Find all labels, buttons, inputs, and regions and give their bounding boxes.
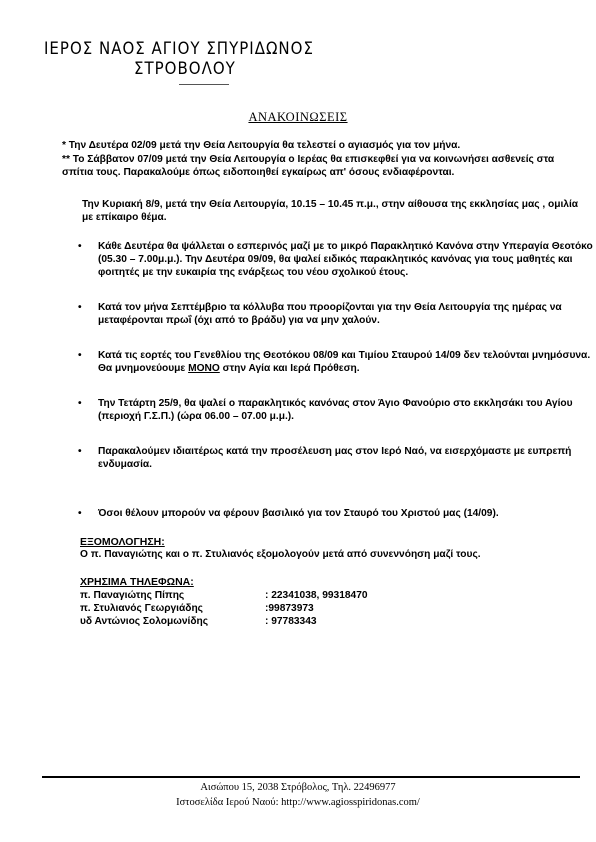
footer-divider [42, 776, 580, 778]
phone-row [80, 615, 440, 628]
announcement-list [78, 240, 596, 542]
list-item [78, 349, 596, 375]
church-name: ΙΕΡΟΣ ΝΑΟΣ ΑΓΙΟΥ ΣΠΥΡΙΔΩΝΟΣ [44, 38, 314, 59]
notice-sunday-talk: Την Κυριακή 8/9, μετά την Θεία Λειτουργία, 10.15 – 10.45 π.μ., στην αίθουσα της εκκλησίας μας , ομιλία με επίκαιρο θέμα. [82, 199, 579, 223]
bullet-icon: • [78, 446, 82, 457]
bullet-icon: • [78, 350, 82, 361]
church-location: ΣΤΡΟΒΟΛΟΥ [134, 58, 236, 79]
list-item [78, 240, 596, 279]
footer-website: Ιστοσελίδα Ιερού Ναού: http://www.agiosspiridonas.com/ [176, 797, 420, 808]
list-item-text: Κάθε Δευτέρα θα ψάλλεται ο εσπερινός μαζί με το μικρό Παρακλητικό Κανόνα στην Υπεραγία Θεοτόκο (05.30 – 7.00μ.μ.). Την Δευτέρα 09/09, θα ψαλεί ειδικός παρακλητικός κανόνας για τους μαθητές και φοιτητές με την ευκαιρία της ενάρξεως του νέου σχολικού έτους. [98, 241, 593, 278]
list-item-text: Την Τετάρτη 25/9, θα ψαλεί ο παρακλητικός κανόνας στον Άγιο Φανούριο στο εκκλησάκι του Αγίου (περιοχή Γ.Σ.Π.) (ώρα 06.00 – 07.00 μ.μ.). [98, 398, 573, 422]
church-header [44, 38, 344, 85]
bullet-icon: • [78, 398, 82, 409]
phone-name: π. Στυλιανός Γεωργιάδης [80, 603, 203, 614]
phone-name: π. Παναγιώτης Πίπης [80, 590, 185, 601]
notice-communion: ** Το Σάββατον 07/09 μετά την Θεία Λειτουργία ο Ιερέας θα επισκεφθεί για να κοινωνήσει ασθενείς στα σπίτια τους. Παρακαλούμε όπως ειδοποιηθεί εγκαίρως απ' όσους ενδιαφέρονται. [62, 154, 555, 178]
confession-heading: ΕΞΟΜΟΛΟΓΗΣΗ: [80, 536, 165, 548]
footer-address: Αισώπου 15, 2038 Στρόβολος, Τηλ. 22496977 [200, 782, 396, 793]
list-item-text: Παρακαλούμεν ιδιαιτέρως κατά την προσέλευση μας στον Ιερό Ναό, να εισερχόμαστε με ευπρεπή ενδυμασία. [98, 446, 572, 470]
emphasis-only: ΜΟΝΟ [188, 363, 220, 374]
phone-number: : 22341038, 99318470 [265, 590, 368, 601]
list-item [78, 397, 596, 423]
notice-blessing: * Την Δευτέρα 02/09 μετά την Θεία Λειτουργία θα τελεστεί ο αγιασμός για τον μήνα. [62, 140, 461, 151]
bullet-icon: • [78, 508, 82, 519]
phones-list [80, 589, 440, 628]
bullet-icon: • [78, 241, 82, 252]
phone-row [80, 602, 440, 615]
list-item [78, 445, 596, 471]
confession-text: Ο π. Παναγιώτης και ο π. Στυλιανός εξομολογούν μετά από συνεννόηση μαζί τους. [80, 549, 481, 560]
list-item [78, 507, 596, 520]
phone-name: υδ Αντώνιος Σολομωνίδης [80, 616, 209, 627]
list-item-text: Όσοι θέλουν μπορούν να φέρουν βασιλικό για τον Σταυρό του Χριστού μας (14/09). [98, 508, 499, 519]
phone-number: :99873973 [265, 603, 314, 614]
list-item [78, 301, 596, 327]
list-item-text: Κατά τον μήνα Σεπτέμβριο τα κόλλυβα που προορίζονται για την Θεία Λειτουργία της ημέρας να μεταφέρονται πρωΐ (όχι από το βράδυ) για να μην χαλούν. [98, 302, 562, 326]
phone-row [80, 589, 440, 602]
phone-number: : 97783343 [265, 616, 317, 627]
page-title: ΑΝΑΚΟΙΝΩΣΕΙΣ [248, 110, 348, 124]
bullet-icon: • [78, 302, 82, 313]
list-item-text: Κατά τις εορτές του Γενεθλίου της Θεοτόκου 08/09 και Τιμίου Σταυρού 14/09 δεν τελούνται μνημόσυνα. Θα μνημονεύουμε ΜΟΝΟ στην Αγία και Ιερά Πρόθεση. [98, 350, 591, 374]
phones-heading: ΧΡΗΣΙΜΑ ΤΗΛΕΦΩΝΑ: [80, 576, 194, 588]
header-divider [179, 84, 229, 85]
